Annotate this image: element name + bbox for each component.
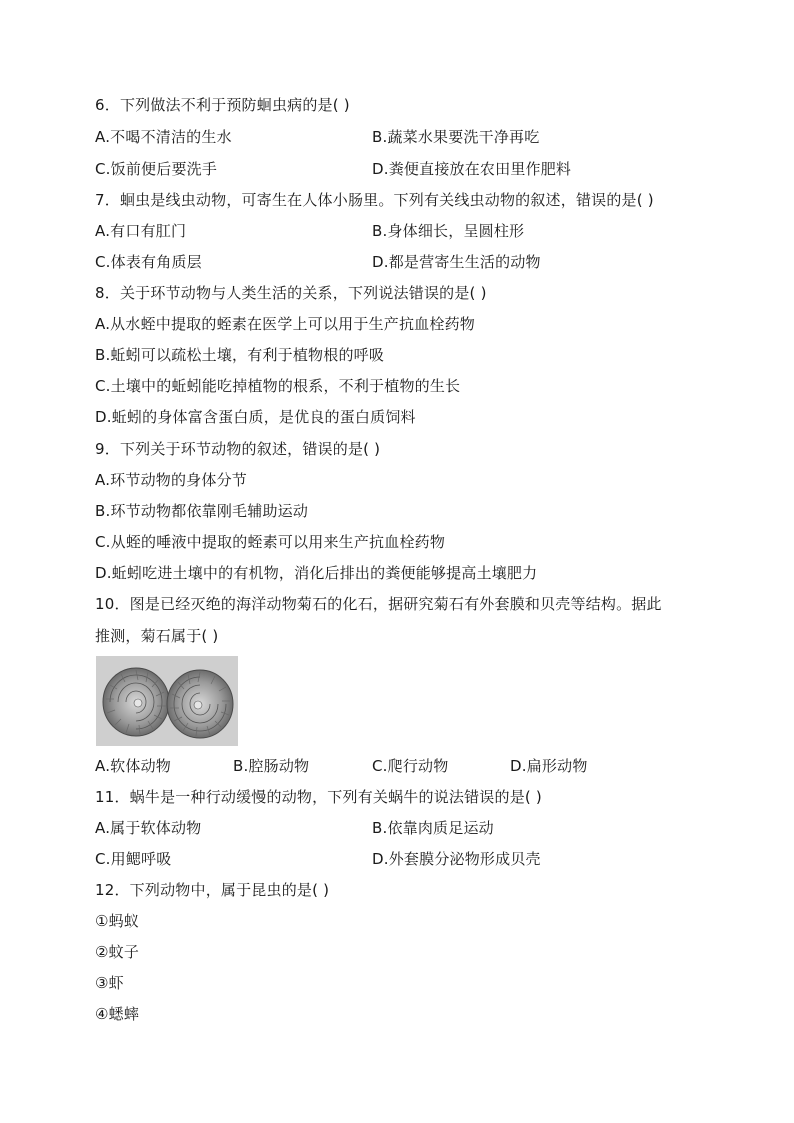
question-11-option-d: D.外套膜分泌物形成贝壳: [372, 850, 541, 868]
question-12-item-1: ①蚂蚁: [95, 912, 140, 930]
question-12-item-3: ③虾: [95, 974, 124, 992]
question-8-stem: 8．关于环节动物与人类生活的关系，下列说法错误的是( ): [95, 284, 487, 302]
question-10-option-b: B.腔肠动物: [233, 757, 310, 775]
question-6-option-b: B.蔬菜水果要洗干净再吃: [372, 128, 540, 146]
ammonite-fossil-image: [96, 656, 238, 746]
question-8-option-c: C.土壤中的蚯蚓能吃掉植物的根系，不利于植物的生长: [95, 377, 461, 395]
question-6-option-c: C.饭前便后要洗手: [95, 160, 218, 178]
right-ammonite-shell: [167, 670, 233, 738]
question-7-option-d: D.都是营寄生生活的动物: [372, 253, 541, 271]
question-7-option-c: C.体表有角质层: [95, 253, 202, 271]
question-9-option-d: D.蚯蚓吃进土壤中的有机物，消化后排出的粪便能够提高土壤肥力: [95, 564, 538, 582]
question-11-stem: 11．蜗牛是一种行动缓慢的动物，下列有关蜗牛的说法错误的是( ): [95, 788, 542, 806]
ammonite-fossil-svg: [96, 656, 238, 746]
question-11-option-a: A.属于软体动物: [95, 819, 202, 837]
question-6-option-d: D.粪便直接放在农田里作肥料: [372, 160, 572, 178]
question-12-stem: 12．下列动物中，属于昆虫的是( ): [95, 881, 330, 899]
question-8-option-b: B.蚯蚓可以疏松土壤，有利于植物根的呼吸: [95, 346, 385, 364]
question-9-stem: 9．下列关于环节动物的叙述，错误的是( ): [95, 440, 381, 458]
question-7-option-b: B.身体细长，呈圆柱形: [372, 222, 525, 240]
question-10-option-a: A.软体动物: [95, 757, 171, 775]
question-9-option-a: A.环节动物的身体分节: [95, 471, 247, 489]
question-7-option-a: A.有口有肛门: [95, 222, 187, 240]
question-10-stem-line-1: 10．图是已经灭绝的海洋动物菊石的化石，据研究菊石有外套膜和贝壳等结构。据此: [95, 595, 662, 613]
question-10-option-c: C.爬行动物: [372, 757, 449, 775]
question-6-stem: 6．下列做法不利于预防蛔虫病的是( ): [95, 96, 350, 114]
question-9-option-b: B.环节动物都依靠刚毛辅助运动: [95, 502, 309, 520]
question-6-option-a: A.不喝不清洁的生水: [95, 128, 232, 146]
question-9-option-c: C.从蛭的唾液中提取的蛭素可以用来生产抗血栓药物: [95, 533, 446, 551]
question-8-option-d: D.蚯蚓的身体富含蛋白质，是优良的蛋白质饲料: [95, 408, 416, 426]
question-11-option-c: C.用鳃呼吸: [95, 850, 172, 868]
question-10-stem-line-2: 推测，菊石属于( ): [95, 627, 219, 645]
question-12-item-4: ④蟋蟀: [95, 1005, 140, 1023]
question-11-option-b: B.依靠肉质足运动: [372, 819, 494, 837]
left-ammonite-shell: [103, 668, 169, 736]
question-10-option-d: D.扁形动物: [510, 757, 588, 775]
question-12-item-2: ②蚊子: [95, 943, 140, 961]
question-8-option-a: A.从水蛭中提取的蛭素在医学上可以用于生产抗血栓药物: [95, 315, 475, 333]
question-7-stem: 7．蛔虫是线虫动物，可寄生在人体小肠里。下列有关线虫动物的叙述，错误的是( ): [95, 191, 654, 209]
